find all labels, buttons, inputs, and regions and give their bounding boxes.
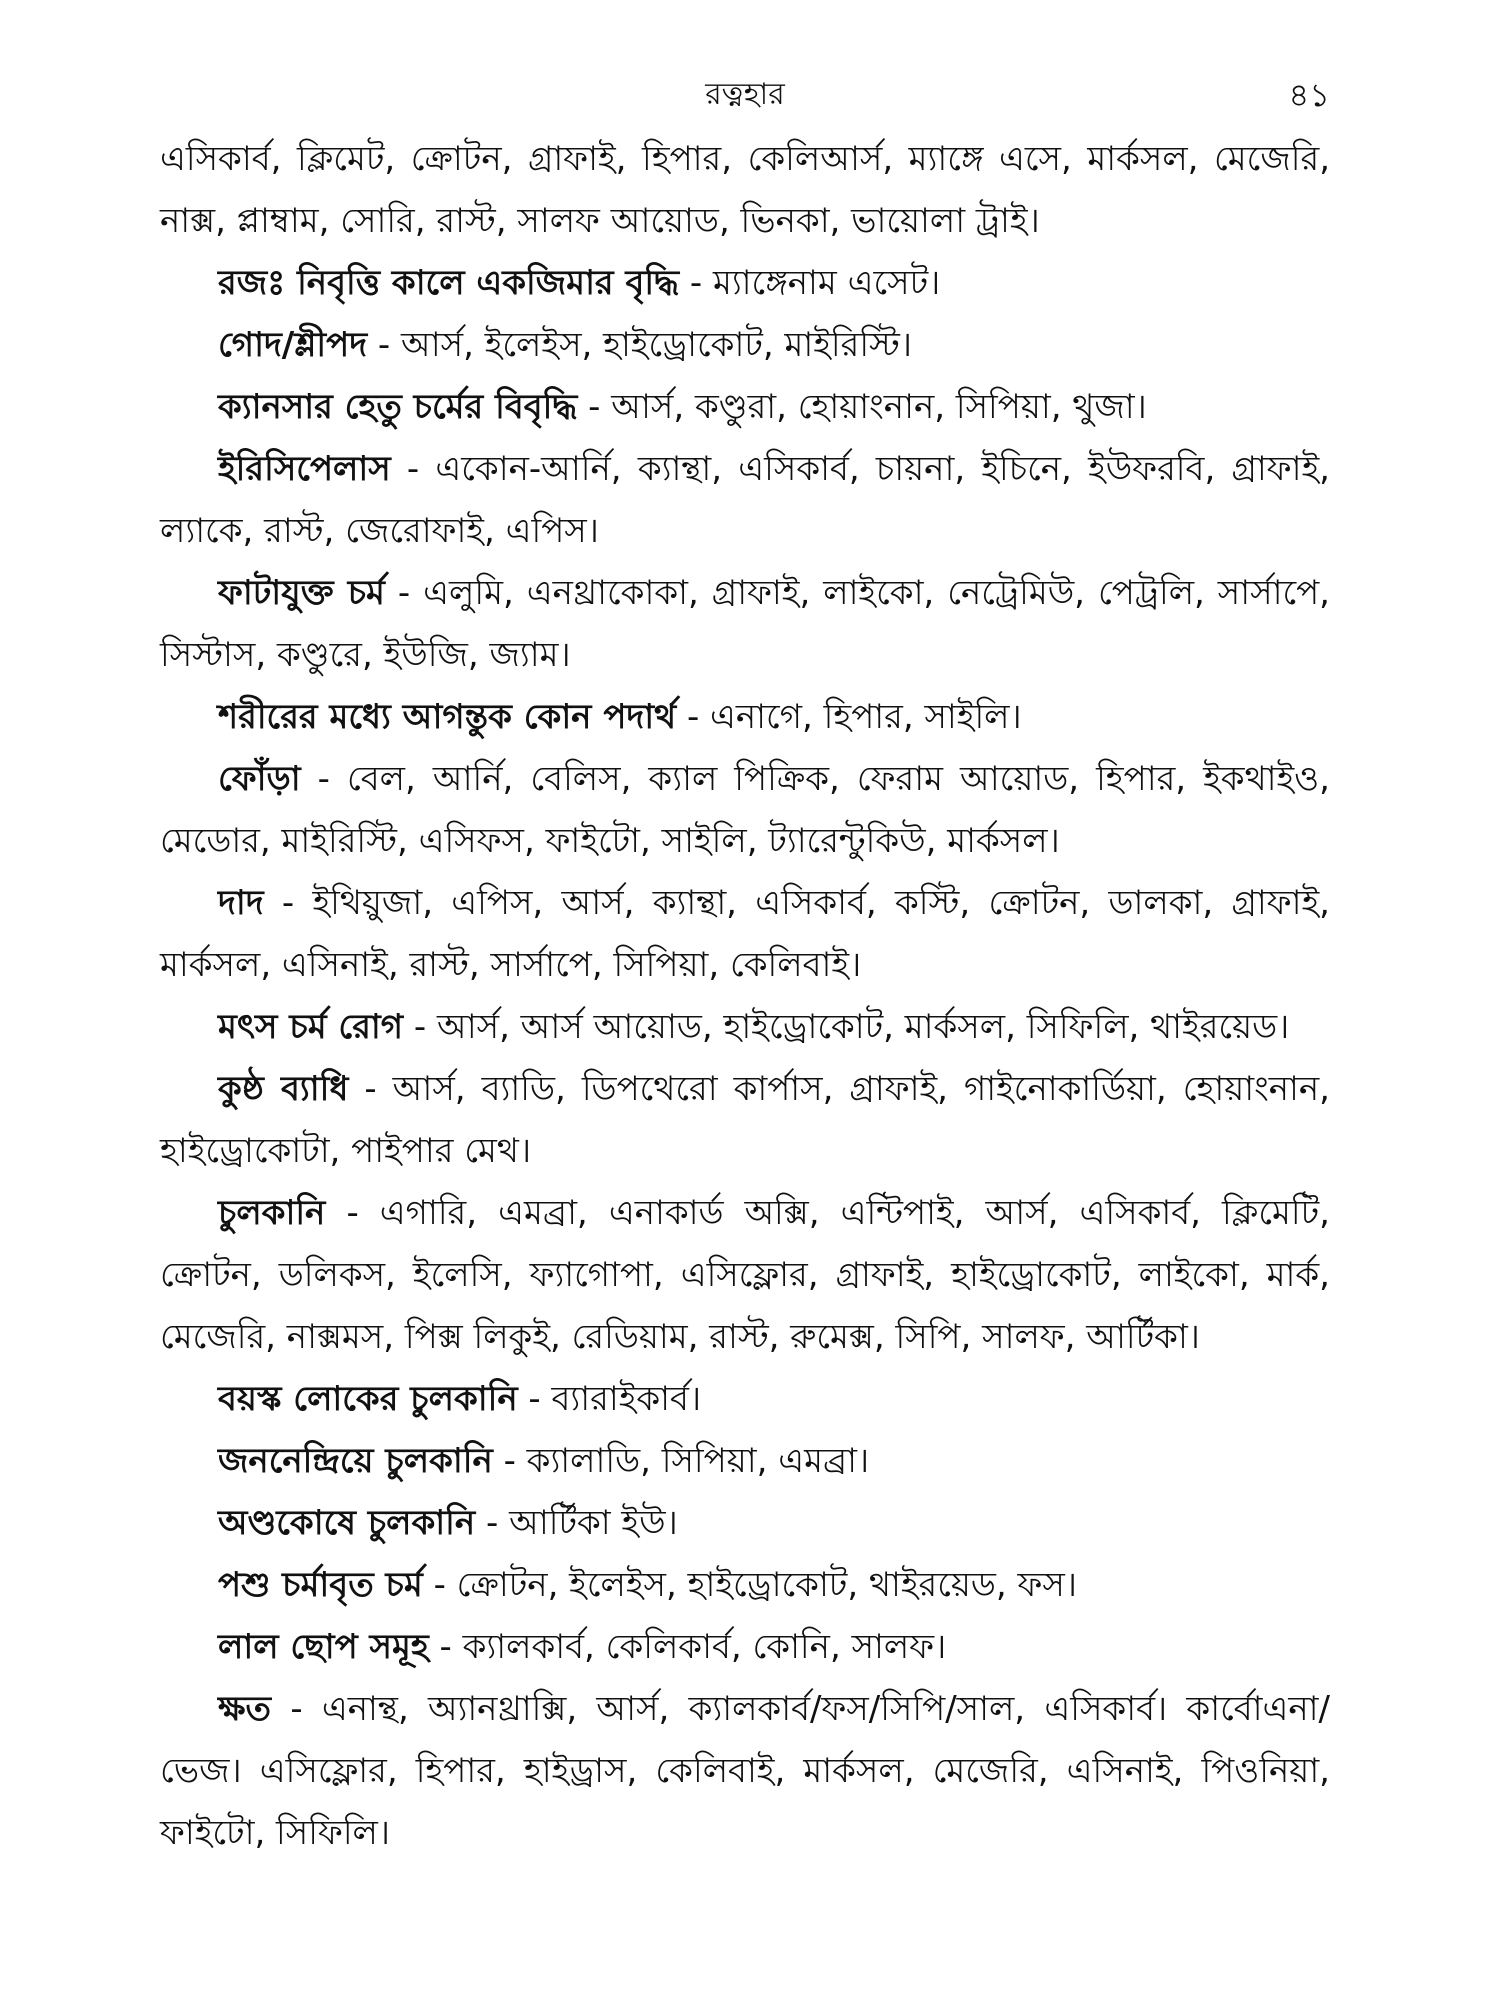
entry-genital-itching (160, 1430, 1330, 1492)
entry-term: দাদ (218, 883, 264, 923)
entry-term: বয়স্ক লোকের চুলকানি (218, 1379, 518, 1419)
page-body (160, 128, 1330, 1864)
entry-ringworm (160, 872, 1330, 996)
entry-foreign-body (160, 686, 1330, 748)
entry-text: - ম্যাঙ্গেনাম এসেট। (679, 263, 941, 303)
entry-text: - এনান্থ, অ্যানথ্রাক্সি, আর্স, ক্যালকার্ব/ফস/সিপি/সাল, এসিকার্ব। কার্বোএনা/ভেজ। এসিফ্লোর, হিপার, হাইড্রাস, কেলিবাই, মার্কসল, মেজেরি, এসিনাই, পিওনিয়া, ফাইটো, সিফিলি। (160, 1689, 1330, 1853)
entry-text: - এগারি, এমব্রা, এনাকার্ড অক্সি, এন্টিপাই, আর্স, এসিকার্ব, ক্লিমেটি, ক্রোটন, ডলিকস, ইলেসি, ফ্যাগোপা, এসিফ্লোর, গ্রাফাই, হাইড্রোকোট, লাইকো, মার্ক, মেজেরি, নাক্সমস, পিক্স লিকুই, রেডিয়াম, রাস্ট, রুমেক্স, সিপি, সালফ, আর্টিকা। (160, 1193, 1330, 1357)
entry-text: - ক্রোটন, ইলেইস, হাইড্রোকোট, থাইরয়েড, ফস। (422, 1565, 1078, 1605)
entry-text: - আর্টিকা ইউ। (475, 1503, 678, 1543)
entry-red-patches (160, 1616, 1330, 1678)
entry-animal-hide-skin (160, 1554, 1330, 1616)
entry-text: - বেল, আর্নি, বেলিস, ক্যাল পিক্রিক, ফেরাম আয়োড, হিপার, ইকথাইও, মেডোর, মাইরিস্টি, এসিফস, ফাইটো, সাইলি, ট্যারেন্টুকিউ, মার্কসল। (160, 759, 1330, 861)
entry-term: ইরিসিপেলাস (218, 449, 391, 489)
entry-text: - ইথিয়ুজা, এপিস, আর্স, ক্যান্থা, এসিকার্ব, কস্টি, ক্রোটন, ডালকা, গ্রাফাই, মার্কসল, এসিনাই, রাস্ট, সার্সাপে, সিপিয়া, কেলিবাই। (160, 883, 1330, 985)
entry-term: কুষ্ঠ ব্যাধি (218, 1069, 349, 1109)
entry-text: - ক্যালকার্ব, কেলিকার্ব, কোনি, সালফ। (428, 1627, 947, 1667)
entry-term: ফোঁড়া (218, 759, 301, 799)
entry-term: রজঃ নিবৃত্তি কালে একজিমার বৃদ্ধি (218, 263, 680, 303)
entry-term: চুলকানি (218, 1193, 326, 1233)
entry-term: অণ্ডকোষে চুলকানি (218, 1503, 476, 1543)
entry-boil (160, 748, 1330, 872)
page-header (160, 70, 1330, 120)
entry-text: - আর্স, ব্যাডি, ডিপথেরো কার্পাস, গ্রাফাই, গাইনোকার্ডিয়া, হোয়াংনান, হাইড্রোকোটা, পাইপার মেথ। (160, 1069, 1330, 1171)
entry-leprosy (160, 1058, 1330, 1182)
entry-term: লাল ছোপ সমূহ (218, 1627, 429, 1667)
entry-text: - আর্স, ইলেইস, হাইড্রোকোট, মাইরিস্টি। (367, 325, 913, 365)
entry-elderly-itching (160, 1368, 1330, 1430)
entry-text: - একোন-আর্নি, ক্যান্থা, এসিকার্ব, চায়না, ইচিনে, ইউফরবি, গ্রাফাই, ল্যাকে, রাস্ট, জেরোফাই, এপিস। (160, 449, 1330, 551)
entry-scrotal-itching (160, 1492, 1330, 1554)
entry-text: - আর্স, আর্স আয়োড, হাইড্রোকোট, মার্কসল, সিফিলি, থাইরয়েড। (403, 1007, 1290, 1047)
entry-itching (160, 1182, 1330, 1368)
entry-fish-skin-disease (160, 996, 1330, 1058)
entry-term: শরীরের মধ্যে আগন্তুক কোন পদার্থ (218, 697, 677, 737)
running-title: রত্নহার (705, 77, 785, 112)
entry-term: জননেন্দ্রিয়ে চুলকানি (218, 1441, 493, 1481)
entry-term: মৎস চর্ম রোগ (218, 1007, 404, 1047)
entry-ulcer (160, 1678, 1330, 1864)
entry-text: - এলুমি, এনথ্রাকোকা, গ্রাফাই, লাইকো, নেট্রেমিউ, পেট্রলি, সার্সাপে, সিস্টাস, কণ্ডুরে, ইউজি, জ্যাম। (160, 573, 1330, 675)
entry-text: - ব্যারাইকার্ব। (517, 1379, 702, 1419)
entry-term: ক্যানসার হেতু চর্মের বিবৃদ্ধি (218, 387, 578, 427)
entry-cracked-skin (160, 562, 1330, 686)
entry-erysipelas (160, 438, 1330, 562)
entry-term: ফাটাযুক্ত চর্ম (218, 573, 385, 613)
entry-term: গোদ/শ্লীপদ (218, 325, 368, 365)
entry-continuation (160, 128, 1330, 252)
entry-text: এসিকার্ব, ক্লিমেট, ক্রোটন, গ্রাফাই, হিপার, কেলিআর্স, ম্যাঙ্গে এসে, মার্কসল, মেজেরি, নাক্স, প্লাম্বাম, সোরি, রাস্ট, সালফ আয়োড, ভিনকা, ভায়োলা ট্রাই। (160, 139, 1330, 241)
entry-text: - ক্যালাডি, সিপিয়া, এমব্রা। (492, 1441, 870, 1481)
entry-cancer-skin-growth (160, 376, 1330, 438)
entry-text: - আর্স, কণ্ডুরা, হোয়াংনান, সিপিয়া, থুজা। (577, 387, 1147, 427)
entry-term: ক্ষত (218, 1689, 272, 1729)
entry-text: - এনাগে, হিপার, সাইলি। (676, 697, 1022, 737)
page-number: ৪১ (1288, 76, 1330, 114)
entry-term: পশু চর্মাবৃত চর্ম (218, 1565, 423, 1605)
entry-elephantiasis (160, 314, 1330, 376)
entry-menopause-eczema (160, 252, 1330, 314)
